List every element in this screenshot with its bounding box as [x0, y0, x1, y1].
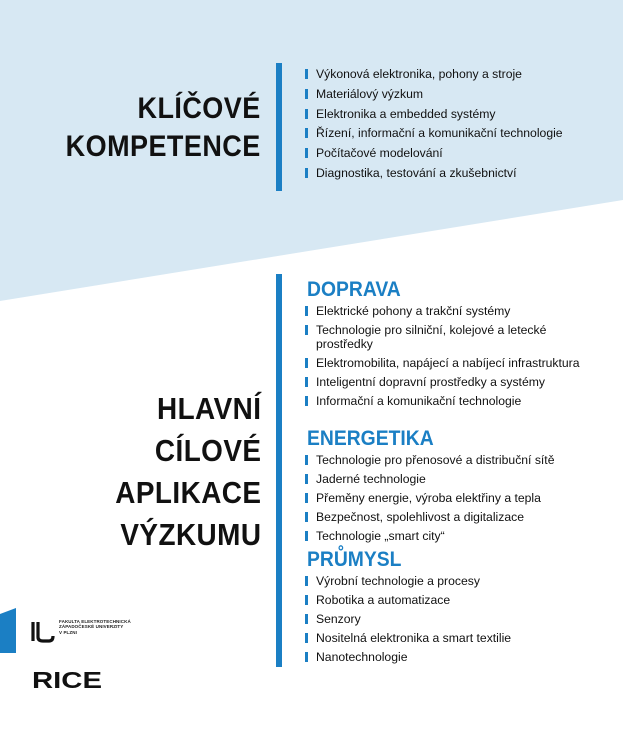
main-applications-heading: [115, 388, 261, 556]
list-item: Senzory: [305, 612, 605, 626]
heading-line: VÝZKUMU: [119, 517, 261, 552]
key-competences-list: [305, 67, 615, 186]
heading-line: HLAVNÍ: [156, 391, 261, 426]
list-item: Nositelná elektronika a smart textilie: [305, 631, 605, 645]
category-prumysl: [305, 549, 605, 669]
list-item: Technologie „smart city“: [305, 529, 605, 543]
list-item: Přeměny energie, výroba elektřiny a tepla: [305, 491, 605, 505]
list-item: Nanotechnologie: [305, 650, 605, 664]
list-item: Výrobní technologie a procesy: [305, 574, 605, 588]
list-item: Robotika a automatizace: [305, 593, 605, 607]
faculty-logo-text: [59, 619, 131, 635]
heading-line: APLIKACE: [114, 475, 261, 510]
rice-logo-text: RICE: [32, 669, 102, 691]
key-competences-heading: [66, 90, 261, 166]
rice-logo: [32, 669, 104, 691]
category-list: [305, 304, 605, 408]
category-title: DOPRAVA: [307, 278, 401, 301]
category-energetika: [305, 428, 605, 548]
list-item: Materiálový výzkum: [305, 87, 615, 101]
category-title: ENERGETIKA: [307, 427, 434, 450]
heading-line: KOMPETENCE: [65, 130, 261, 163]
list-item: Inteligentní dopravní prostředky a systémy: [305, 375, 605, 389]
category-list: [305, 453, 605, 543]
category-list: [305, 574, 605, 664]
logo-text-line: ZÁPADOČESKÉ UNIVERZITY: [59, 624, 124, 630]
list-item: Elektromobilita, napájecí a nabíjecí infrastruktura: [305, 356, 605, 370]
logo-text-line: FAKULTA ELEKTROTECHNICKÁ: [59, 619, 131, 624]
logo-text-line: V PLZNI: [59, 629, 77, 635]
accent-bar: [276, 274, 282, 667]
list-item: Elektronika a embedded systémy: [305, 107, 615, 121]
heading-line: KLÍČOVÉ: [137, 92, 261, 125]
list-item: Technologie pro přenosové a distribuční sítě: [305, 453, 605, 467]
list-item: Technologie pro silniční, kolejové a letecké prostředky: [305, 323, 605, 351]
category-doprava: [305, 279, 605, 413]
list-item: Řízení, informační a komunikační technologie: [305, 126, 615, 140]
category-title: PRŮMYSL: [307, 548, 402, 571]
list-item: Diagnostika, testování a zkušebnictví: [305, 166, 615, 180]
list-item: Jaderné technologie: [305, 472, 605, 486]
list-item: Výkonová elektronika, pohony a stroje: [305, 67, 615, 81]
list-item: Elektrické pohony a trakční systémy: [305, 304, 605, 318]
fel-logo-icon: [0, 608, 58, 653]
heading-line: CÍLOVÉ: [154, 433, 261, 468]
accent-bar: [276, 63, 282, 191]
list-item: Počítačové modelování: [305, 146, 615, 160]
list-item: Informační a komunikační technologie: [305, 394, 605, 408]
list-item: Bezpečnost, spolehlivost a digitalizace: [305, 510, 605, 524]
